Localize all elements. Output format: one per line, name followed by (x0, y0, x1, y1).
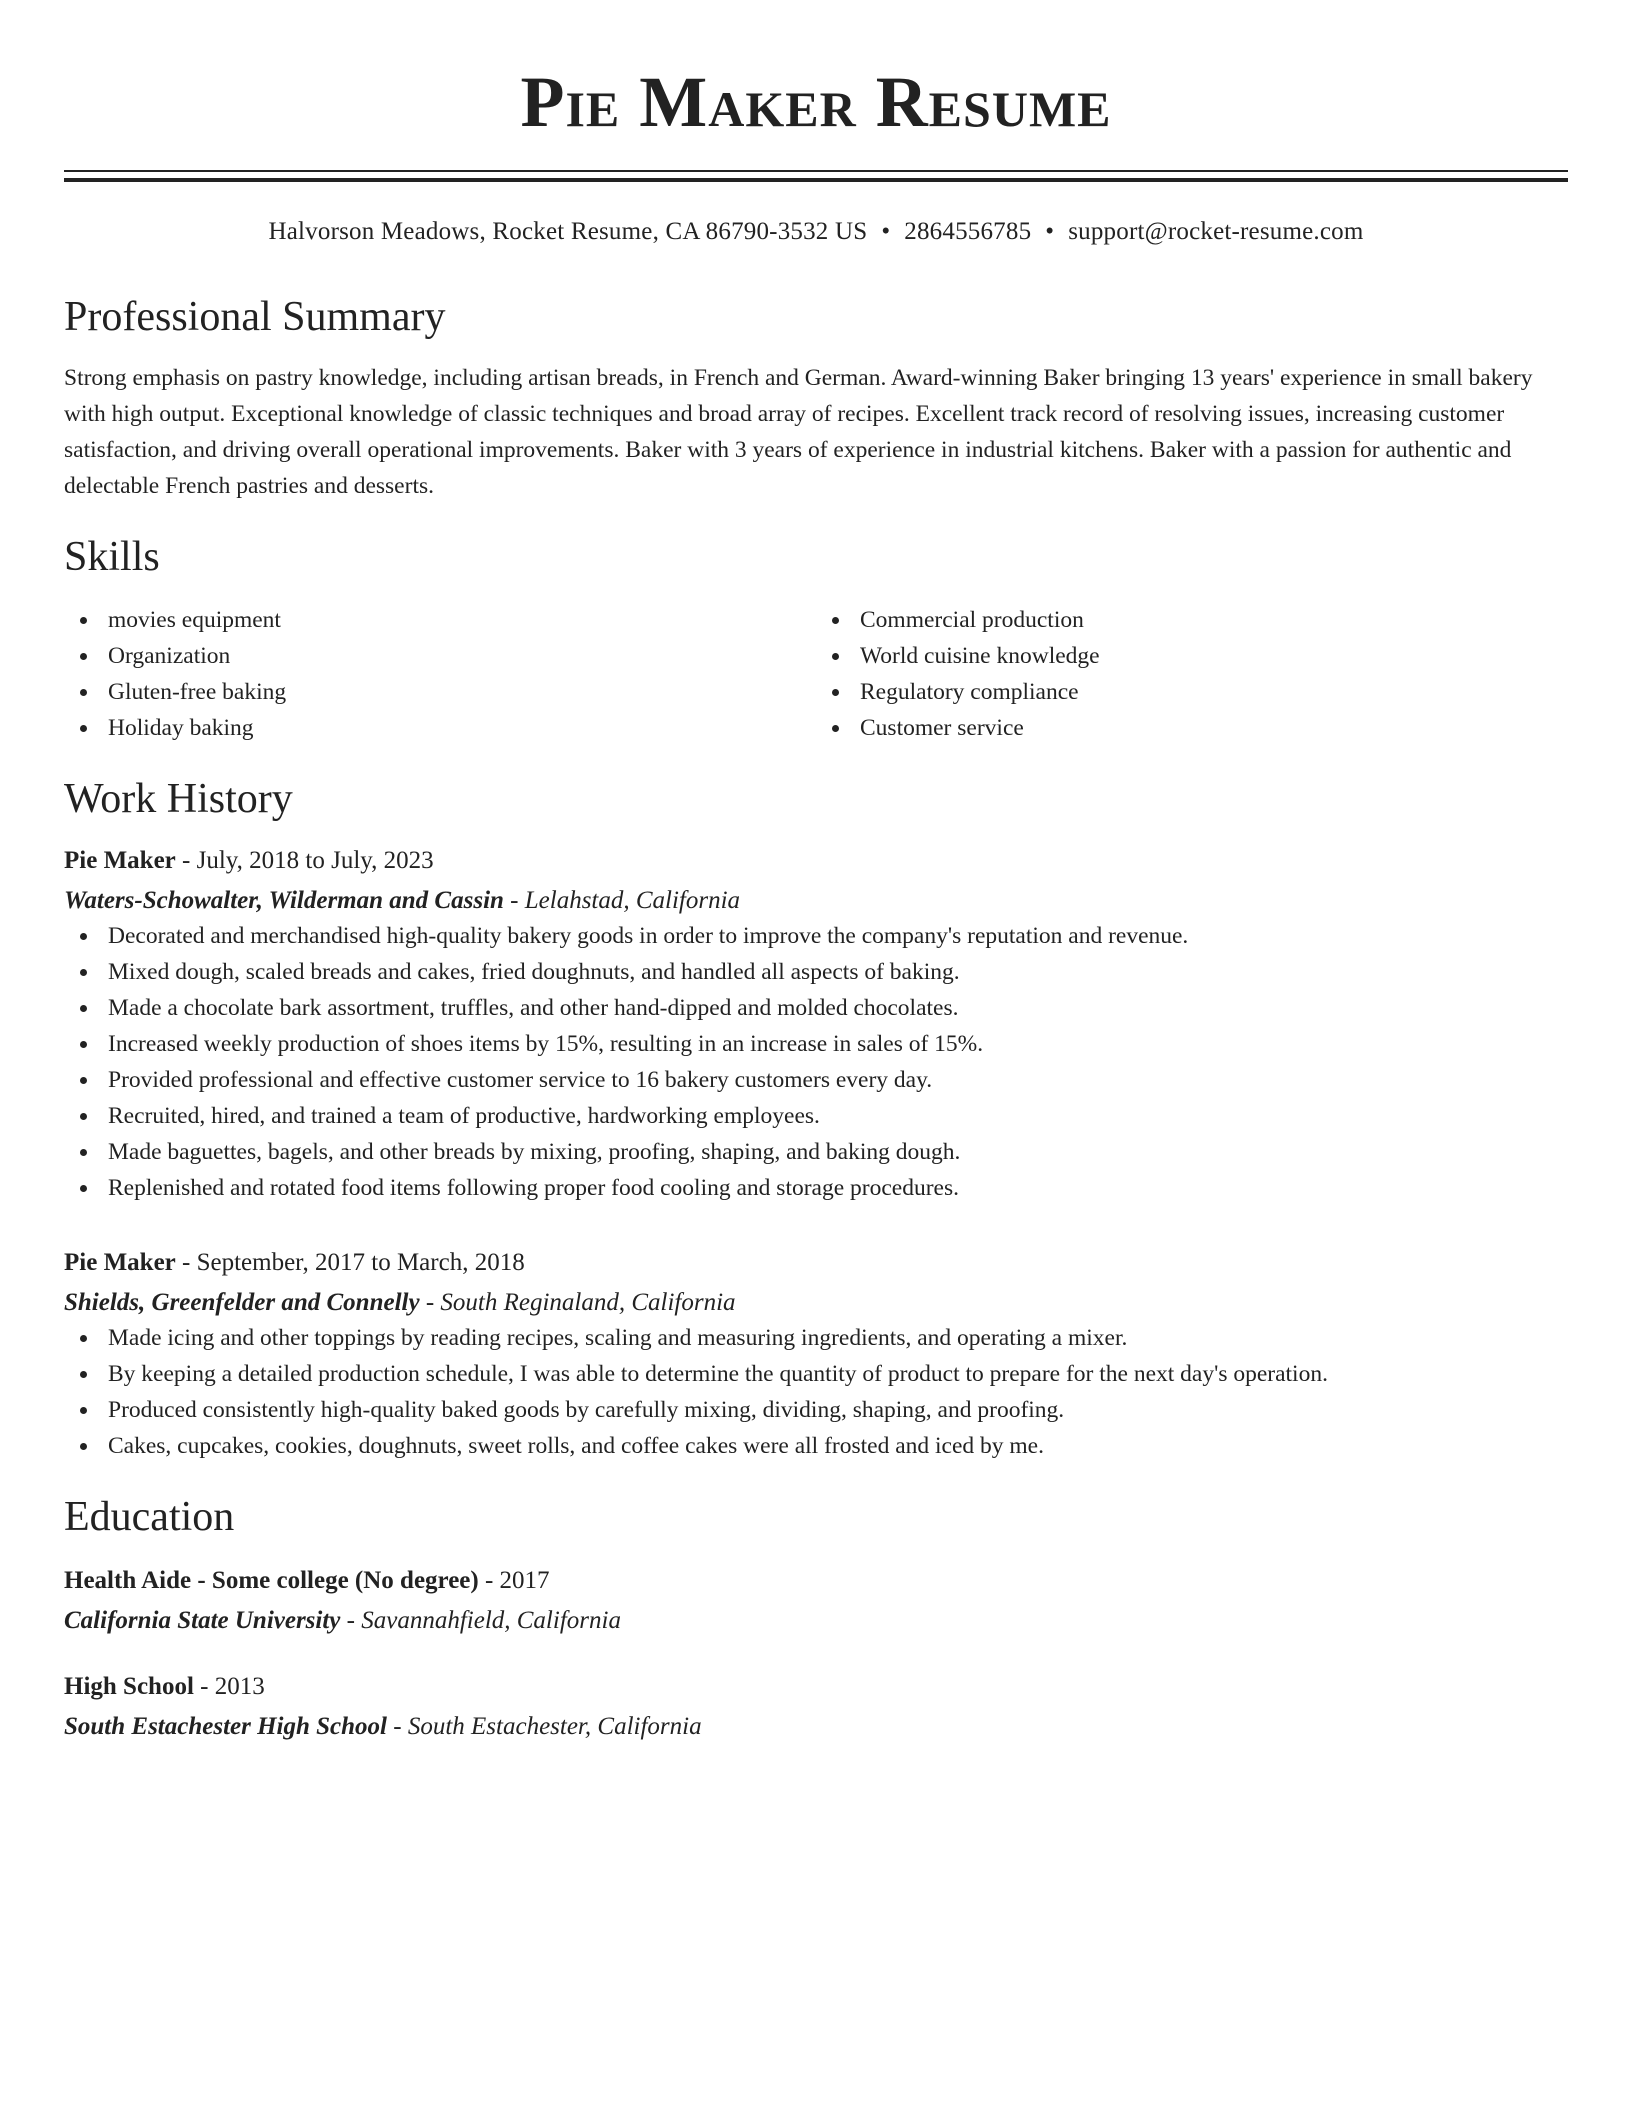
school-location: - Savannahfield, California (340, 1607, 621, 1634)
job-entry (64, 844, 1568, 1206)
education-heading: Education (64, 1494, 235, 1540)
skills-list-left (64, 602, 816, 746)
company-location: - South Reginaland, California (419, 1289, 736, 1316)
skill-item: World cuisine knowledge (816, 638, 1568, 674)
job-duty: Made a chocolate bark assortment, truffles, and other hand-dipped and molded chocolates. (64, 990, 1568, 1026)
job-title-line (64, 844, 1568, 878)
contact-line (64, 216, 1568, 248)
school-location: - South Estachester, California (387, 1713, 702, 1740)
degree-year: - 2013 (193, 1673, 265, 1700)
skill-item: movies equipment (64, 602, 816, 638)
school-name: California State University (64, 1607, 341, 1634)
job-duties-list (64, 1320, 1568, 1464)
company-line (64, 1286, 1568, 1320)
company-name: Waters-Schowalter, Wilderman and Cassin (64, 887, 504, 914)
job-dates: - September, 2017 to March, 2018 (175, 1249, 525, 1276)
job-entry (64, 1246, 1568, 1464)
education-entry (64, 1564, 1568, 1638)
skills-heading: Skills (64, 534, 160, 580)
education-entry (64, 1670, 1568, 1744)
company-location: - Lelahstad, California (503, 887, 741, 914)
job-duty: Made icing and other toppings by reading recipes, scaling and measuring ingredients, and operating a mixer. (64, 1320, 1568, 1356)
title-divider-thin (64, 170, 1568, 172)
contact-phone: 2864556785 (904, 218, 1032, 245)
degree-line (64, 1670, 1568, 1704)
school-name: South Estachester High School (64, 1713, 387, 1740)
skill-item: Holiday baking (64, 710, 816, 746)
job-duty: Mixed dough, scaled breads and cakes, fried doughnuts, and handled all aspects of baking. (64, 954, 1568, 990)
degree-name: Health Aide - Some college (No degree) (64, 1567, 479, 1594)
job-duty: By keeping a detailed production schedule, I was able to determine the quantity of product to prepare for the next day's operation. (64, 1356, 1568, 1392)
job-duty: Cakes, cupcakes, cookies, doughnuts, sweet rolls, and coffee cakes were all frosted and iced by me. (64, 1428, 1568, 1464)
job-title: Pie Maker (64, 847, 176, 874)
skill-item: Customer service (816, 710, 1568, 746)
job-duty: Made baguettes, bagels, and other breads by mixing, proofing, shaping, and baking dough. (64, 1134, 1568, 1170)
school-line (64, 1710, 1568, 1744)
company-name: Shields, Greenfelder and Connelly (64, 1289, 420, 1316)
job-duty: Replenished and rotated food items following proper food cooling and storage procedures. (64, 1170, 1568, 1206)
skill-item: Commercial production (816, 602, 1568, 638)
title-divider-thick (64, 178, 1568, 182)
job-duties-list (64, 918, 1568, 1206)
skill-item: Organization (64, 638, 816, 674)
degree-line (64, 1564, 1568, 1598)
contact-separator: • (1045, 218, 1055, 245)
resume-title: Pie Maker Resume (520, 62, 1112, 142)
skills-list-right (816, 602, 1568, 746)
skill-item: Regulatory compliance (816, 674, 1568, 710)
contact-email: support@rocket-resume.com (1068, 218, 1364, 245)
contact-separator: • (881, 218, 891, 245)
contact-address: Halvorson Meadows, Rocket Resume, CA 86790-3532 US (268, 218, 868, 245)
degree-name: High School (64, 1673, 194, 1700)
skills-columns (64, 602, 1568, 746)
skill-item: Gluten-free baking (64, 674, 816, 710)
job-duty: Provided professional and effective customer service to 16 bakery customers every day. (64, 1062, 1568, 1098)
summary-text: Strong emphasis on pastry knowledge, including artisan breads, in French and German. Award-winning Baker bringing 13 years' experience in small bakery with high output. Exceptional knowledge of classic techniques and broad array of recipes. Excellent track record of resolving issues, increasing customer satisfaction, and driving overall operational improvements. Baker with 3 years of experience in industrial kitchens. Baker with a passion for authentic and delectable French pastries and desserts. (64, 365, 1533, 499)
job-duty: Decorated and merchandised high-quality bakery goods in order to improve the company's reputation and revenue. (64, 918, 1568, 954)
job-title-line (64, 1246, 1568, 1280)
company-line (64, 884, 1568, 918)
job-duty: Recruited, hired, and trained a team of productive, hardworking employees. (64, 1098, 1568, 1134)
degree-year: - 2017 (478, 1567, 550, 1594)
work-history-heading: Work History (64, 776, 293, 822)
job-dates: - July, 2018 to July, 2023 (175, 847, 434, 874)
job-title: Pie Maker (64, 1249, 176, 1276)
job-duty: Produced consistently high-quality baked goods by carefully mixing, dividing, shaping, and proofing. (64, 1392, 1568, 1428)
summary-heading: Professional Summary (64, 294, 446, 340)
school-line (64, 1604, 1568, 1638)
job-duty: Increased weekly production of shoes items by 15%, resulting in an increase in sales of 15%. (64, 1026, 1568, 1062)
